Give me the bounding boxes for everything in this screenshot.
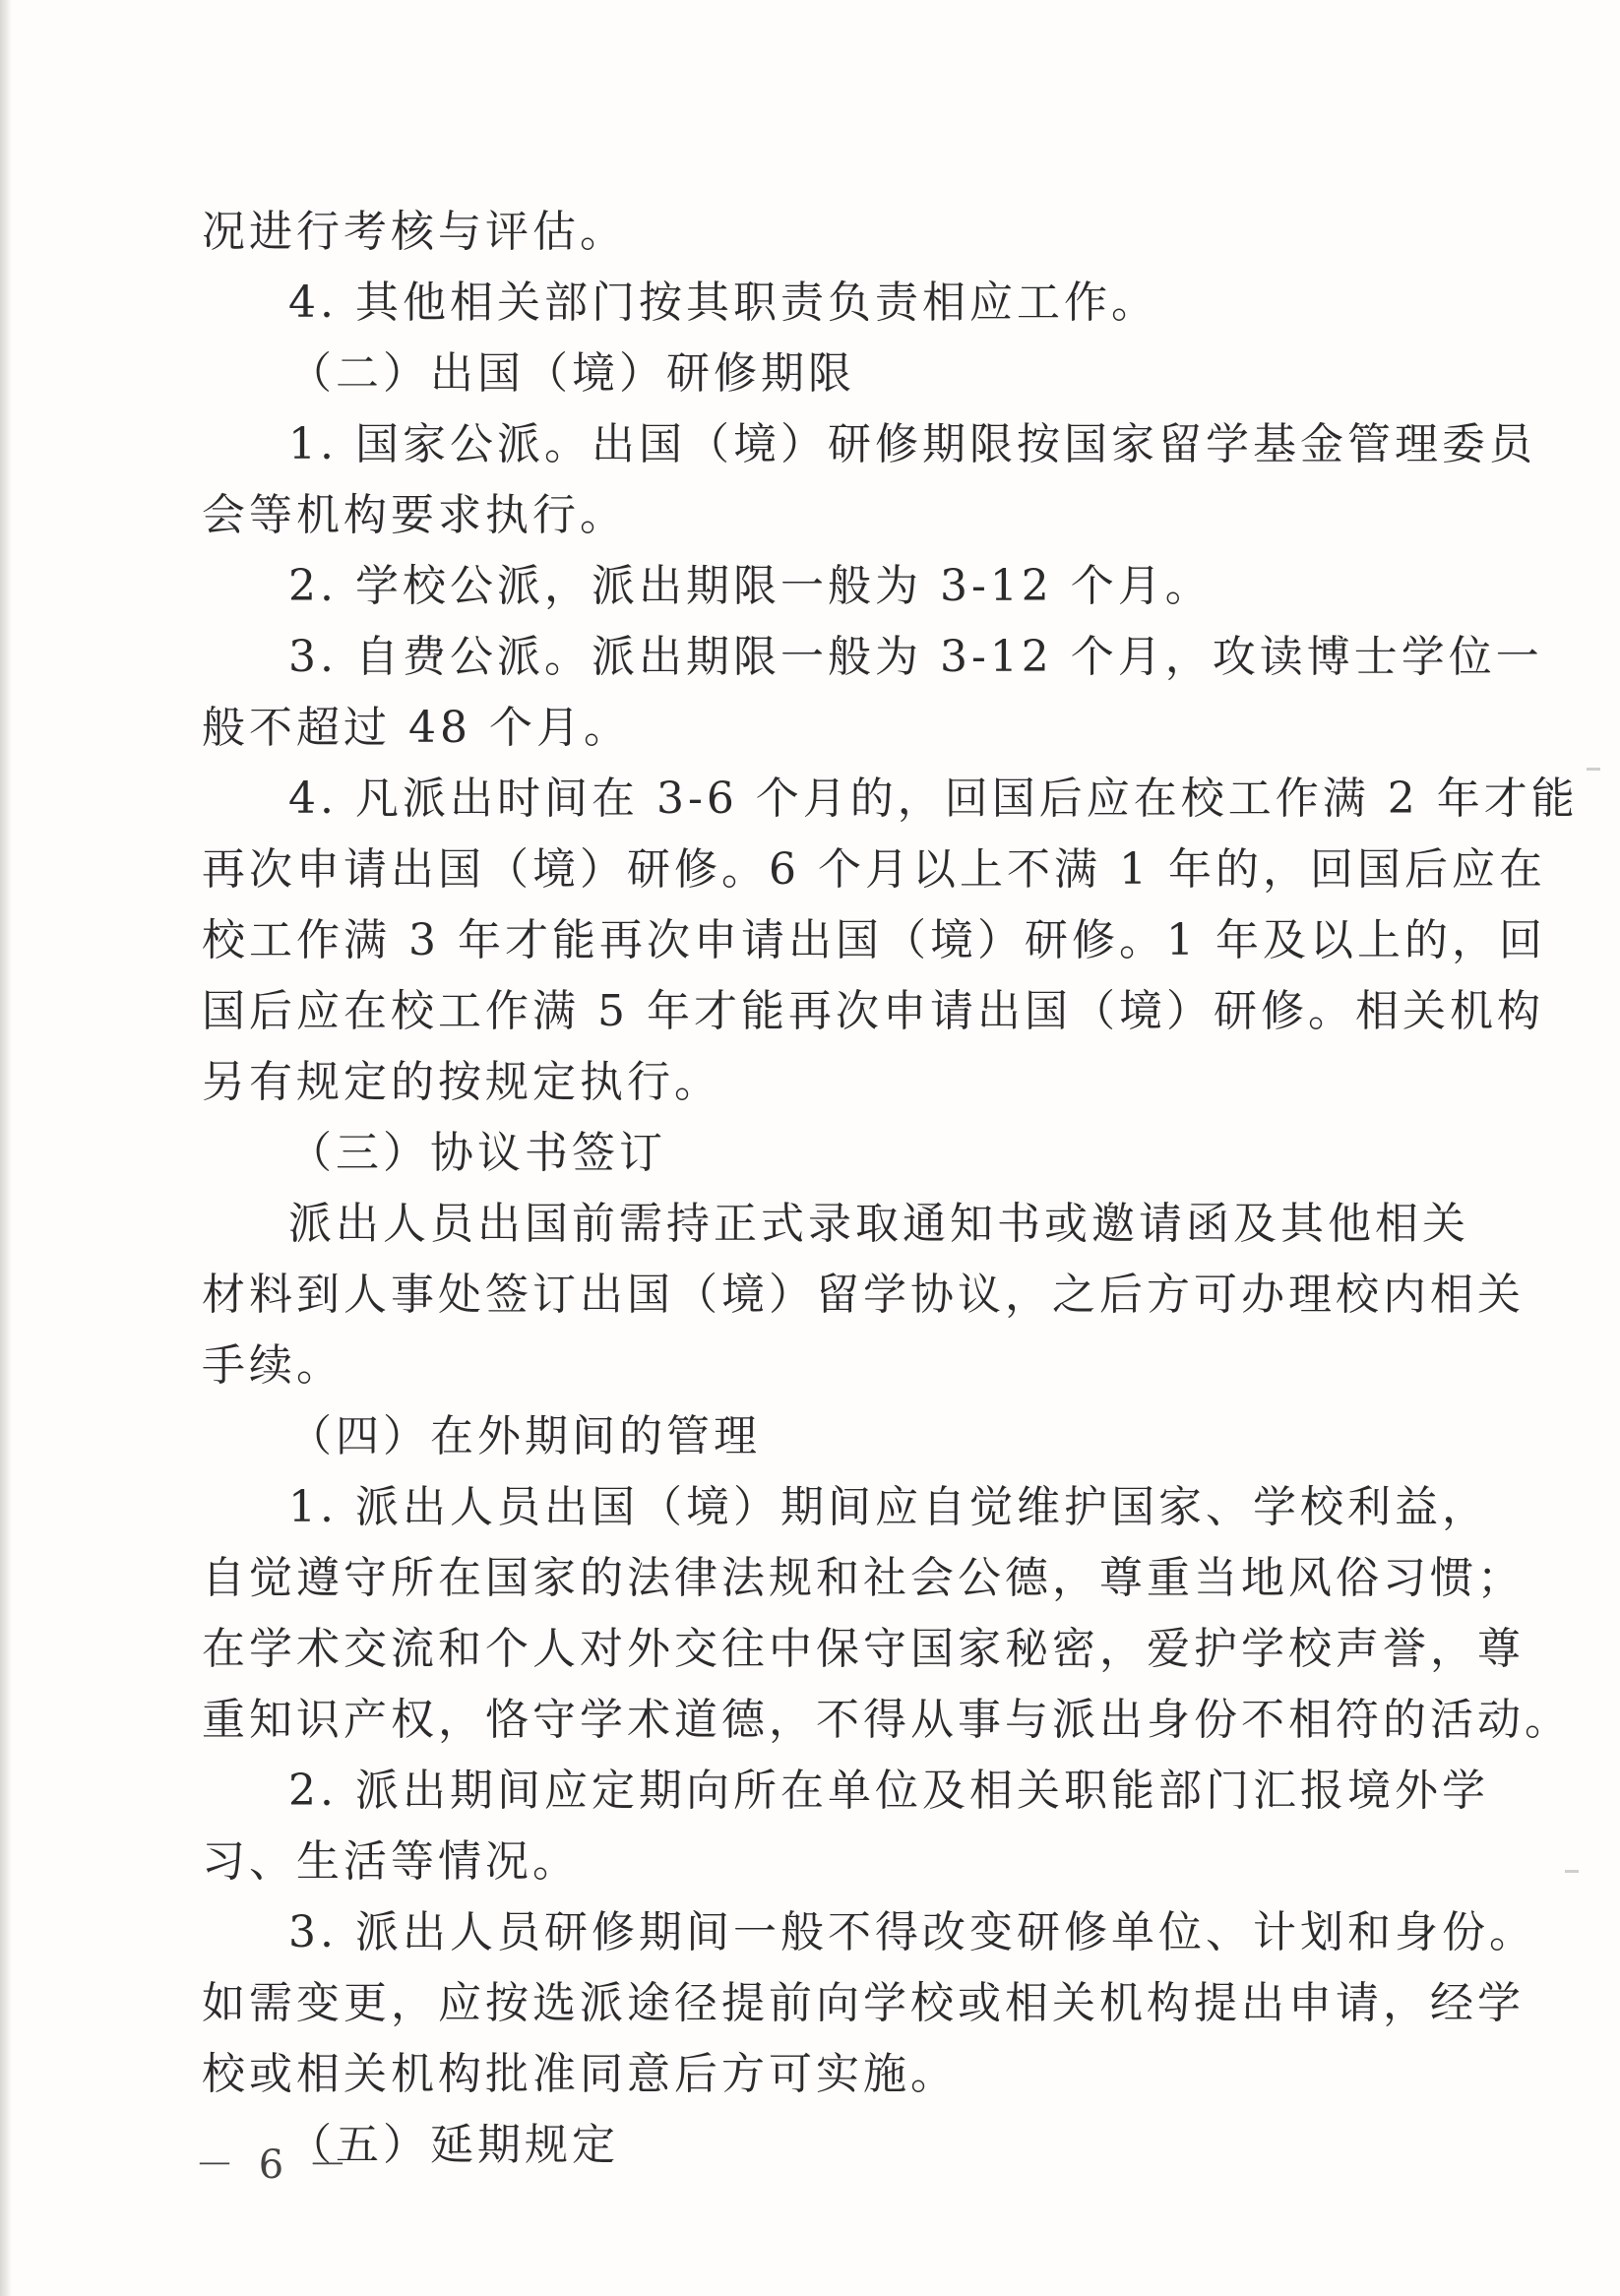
text-line: 般不超过 48 个月。	[202, 703, 631, 753]
text-line: 3. 自费公派。派出期限一般为 3-12 个月，攻读博士学位一	[288, 632, 1543, 682]
section-heading: （三）协议书签订	[288, 1128, 666, 1178]
text-line: 2. 学校公派，派出期限一般为 3-12 个月。	[288, 561, 1213, 611]
text-line: 2. 派出期间应定期向所在单位及相关职能部门汇报境外学	[288, 1766, 1489, 1816]
text-line: 习、生活等情况。	[202, 1836, 580, 1887]
text-line: 校或相关机构批准同意后方可实施。	[202, 2049, 958, 2099]
text-line: 3. 派出人员研修期间一般不得改变研修单位、计划和身份。	[288, 1907, 1536, 1957]
text-line: 校工作满 3 年才能再次申请出国（境）研修。1 年及以上的，回	[202, 915, 1546, 965]
text-line: 况进行考核与评估。	[202, 207, 627, 257]
scan-speck	[1565, 1870, 1579, 1873]
text-line: 自觉遵守所在国家的法律法规和社会公德，尊重当地风俗习惯；	[202, 1553, 1525, 1603]
text-line: 如需变更，应按选派途径提前向学校或相关机构提出申请，经学	[202, 1978, 1525, 2028]
page-number: － 6 －	[195, 2142, 353, 2188]
text-line: 再次申请出国（境）研修。6 个月以上不满 1 年的，回国后应在	[202, 844, 1546, 895]
document-body	[202, 197, 1579, 2181]
text-line: 1. 派出人员出国（境）期间应自觉维护国家、学校利益，	[288, 1482, 1489, 1532]
text-line: 另有规定的按规定执行。	[202, 1057, 721, 1107]
section-heading: （四）在外期间的管理	[288, 1411, 761, 1461]
page-edge-shadow	[0, 0, 12, 2296]
section-heading: （二）出国（境）研修期限	[288, 348, 855, 399]
text-line: 国后应在校工作满 5 年才能再次申请出国（境）研修。相关机构	[202, 986, 1544, 1036]
scan-speck	[1587, 768, 1600, 771]
text-line: 4. 其他相关部门按其职责负责相应工作。	[288, 278, 1158, 328]
text-line: 4. 凡派出时间在 3-6 个月的，回国后应在校工作满 2 年才能	[288, 774, 1579, 824]
text-line: 手续。	[202, 1340, 343, 1391]
text-line: 派出人员出国前需持正式录取通知书或邀请函及其他相关	[288, 1199, 1469, 1249]
text-line: 1. 国家公派。出国（境）研修期限按国家留学基金管理委员	[288, 419, 1536, 469]
text-line: 会等机构要求执行。	[202, 490, 627, 540]
text-line: 在学术交流和个人对外交往中保守国家秘密，爱护学校声誉，尊	[202, 1624, 1525, 1674]
text-line: 材料到人事处签订出国（境）留学协议，之后方可办理校内相关	[202, 1270, 1525, 1320]
section-heading: （五）延期规定	[288, 2120, 619, 2170]
text-line: 重知识产权，恪守学术道德，不得从事与派出身份不相符的活动。	[202, 1695, 1572, 1745]
